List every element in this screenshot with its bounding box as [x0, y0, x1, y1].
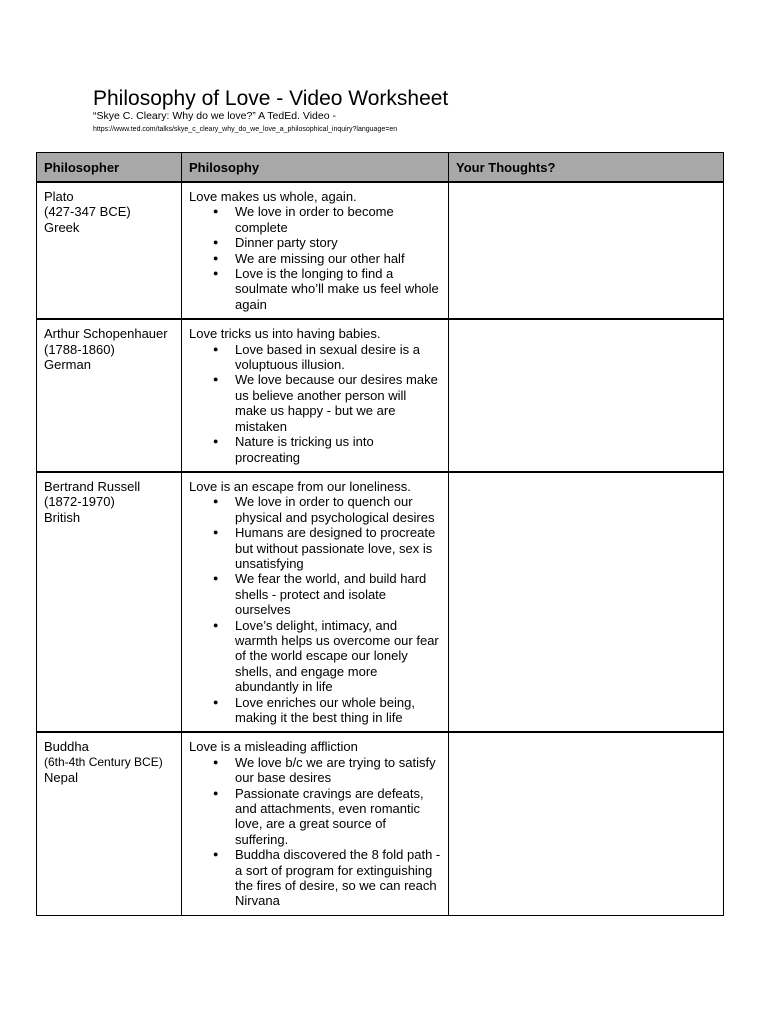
philosophy-point: ● Passionate cravings are defeats, and attachments, even romantic love, are a great source of suffering.	[235, 786, 441, 848]
philosophy-point: ● We love in order to quench our physical and psychological desires	[235, 494, 441, 525]
philosopher-dates: (1788-1860)	[44, 341, 115, 357]
table-row	[37, 732, 724, 915]
philosopher-name: Arthur Schopenhauer	[44, 326, 168, 342]
philosopher-cell	[37, 319, 182, 472]
philosopher-cell	[37, 182, 182, 319]
philosophy-points	[189, 755, 441, 909]
philosopher-dates: (427-347 BCE)	[44, 204, 131, 220]
philosophy-summary: Love is an escape from our loneliness.	[189, 478, 411, 494]
table-row	[37, 472, 724, 733]
philosophy-point: ● We love b/c we are trying to satisfy our base desires	[235, 755, 441, 786]
philosophy-cell	[182, 319, 449, 472]
philosophy-cell	[182, 472, 449, 733]
philosophy-summary: Love tricks us into having babies.	[189, 326, 381, 342]
philosophy-points	[189, 342, 441, 465]
philosopher-cell	[37, 732, 182, 915]
philosophy-point: ● Love is the longing to find a soulmate who’ll make us feel whole again	[235, 266, 441, 312]
philosophy-point: ● Love’s delight, intimacy, and warmth helps us overcome our fear of the world escape our lonely shells, and engage more abundantly in life	[235, 618, 441, 695]
column-header-your-thoughts: Your Thoughts?	[449, 153, 724, 183]
your-thoughts-cell[interactable]	[449, 319, 724, 472]
table-row	[37, 182, 724, 319]
video-reference: “Skye C. Cleary: Why do we love?” A TedEd. Video -	[93, 110, 336, 122]
philosophy-point: ● Buddha discovered the 8 fold path - a sort of program for extinguishing the fires of desire, so we can reach Nirvana	[235, 847, 441, 909]
philosopher-dates: (1872-1970)	[44, 494, 115, 510]
video-url: https://www.ted.com/talks/skye_c_cleary_why_do_we_love_a_philosophical_inquiry?language=en	[93, 126, 398, 133]
table-header-row	[37, 153, 724, 183]
philosopher-origin: Greek	[44, 219, 80, 235]
philosophy-point: ● We fear the world, and build hard shells - protect and isolate ourselves	[235, 571, 441, 617]
philosopher-origin: British	[44, 509, 81, 525]
column-header-philosophy: Philosophy	[182, 153, 449, 183]
philosophy-point: ● Nature is tricking us into procreating	[235, 434, 441, 465]
philosophy-point: ● Humans are designed to procreate but without passionate love, sex is unsatisfying	[235, 525, 441, 571]
philosophy-point: ● We love because our desires make us believe another person will make us happy - but we are mistaken	[235, 372, 441, 434]
philosopher-name: Buddha	[44, 739, 89, 755]
philosopher-name: Plato	[44, 189, 74, 204]
philosophy-point: ● Love based in sexual desire is a voluptuous illusion.	[235, 342, 441, 373]
table-row	[37, 319, 724, 472]
philosophy-points	[189, 494, 441, 725]
philosopher-name: Bertrand Russell	[44, 478, 141, 494]
your-thoughts-cell[interactable]	[449, 732, 724, 915]
philosophy-summary: Love makes us whole, again.	[189, 189, 357, 204]
worksheet-title: Philosophy of Love - Video Worksheet	[93, 87, 449, 110]
philosophy-point: ● We are missing our other half	[235, 251, 441, 266]
philosophy-summary: Love is a misleading affliction	[189, 739, 358, 755]
philosopher-dates: (6th-4th Century BCE)	[44, 754, 163, 769]
philosophy-table	[36, 152, 724, 916]
philosophy-points	[189, 204, 441, 312]
your-thoughts-cell[interactable]	[449, 182, 724, 319]
philosopher-origin: German	[44, 357, 91, 373]
philosophy-point: ● Dinner party story	[235, 235, 441, 250]
philosophy-cell	[182, 732, 449, 915]
your-thoughts-cell[interactable]	[449, 472, 724, 733]
philosophy-point: ● We love in order to become complete	[235, 204, 441, 235]
column-header-philosopher: Philosopher	[37, 153, 182, 183]
philosophy-point: ● Love enriches our whole being, making it the best thing in life	[235, 695, 441, 726]
philosopher-origin: Nepal	[44, 770, 78, 786]
philosophy-cell	[182, 182, 449, 319]
philosopher-cell	[37, 472, 182, 733]
